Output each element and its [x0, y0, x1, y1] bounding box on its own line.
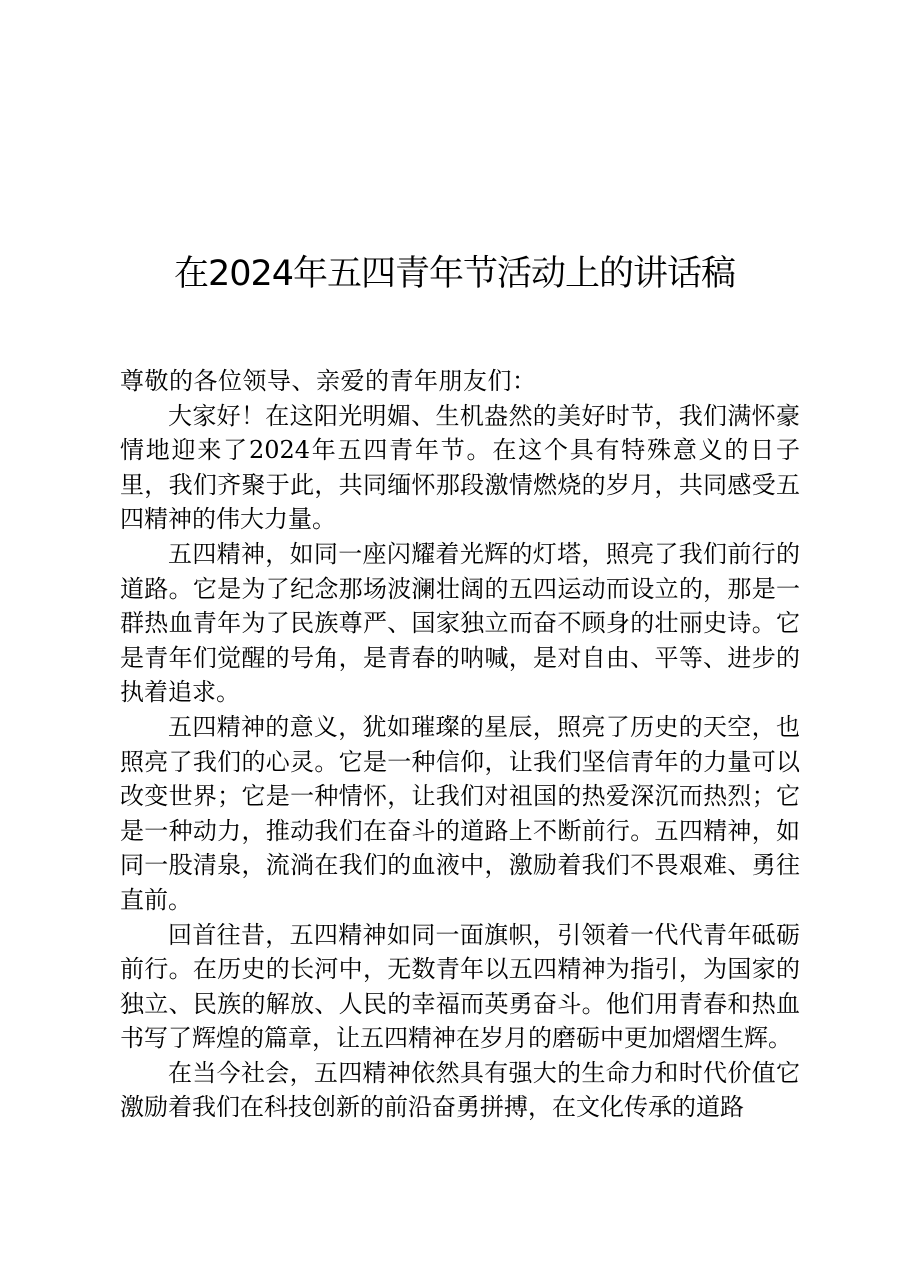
document-title: 在2024年五四青年节活动上的讲话稿 [173, 254, 736, 294]
paragraph-5: 在当今社会，五四精神依然具有强大的生命力和时代价值它激励着我们在科技创新的前沿奋勇拼搏，在文化传承的道路 [120, 1058, 800, 1122]
paragraph-2: 五四精神，如同一座闪耀着光辉的灯塔，照亮了我们前行的道路。它是为了纪念那场波澜壮阔的五四运动而设立的，那是一群热血青年为了民族尊严、国家独立而奋不顾身的壮丽史诗。它是青年们觉醒的号角，是青春的呐喊，是对自由、平等、进步的执着追求。 [120, 539, 800, 707]
salutation: 尊敬的各位领导、亲爱的青年朋友们： [120, 367, 537, 395]
paragraph-1: 大家好！在这阳光明媚、生机盎然的美好时节，我们满怀豪情地迎来了2024年五四青年节。在这个具有特殊意义的日子里，我们齐聚于此，共同缅怀那段激情燃烧的岁月，共同感受五四精神的伟大力量。 [120, 401, 800, 534]
paragraph-4: 回首往昔，五四精神如同一面旗帜，引领着一代代青年砥砺前行。在历史的长河中，无数青年以五四精神为指引，为国家的独立、民族的解放、人民的幸福而英勇奋斗。他们用青春和热血书写了辉煌的篇章，让五四精神在岁月的磨砺中更加熠熠生辉。 [120, 920, 800, 1053]
document-body [120, 364, 800, 1125]
paragraph-3: 五四精神的意义，犹如璀璨的星辰，照亮了历史的天空，也照亮了我们的心灵。它是一种信仰，让我们坚信青年的力量可以改变世界；它是一种情怀，让我们对祖国的热爱深沉而热烈；它是一种动力，推动我们在奋斗的道路上不断前行。五四精神，如同一股清泉，流淌在我们的血液中，激励着我们不畏艰难、勇往直前。 [120, 712, 800, 914]
